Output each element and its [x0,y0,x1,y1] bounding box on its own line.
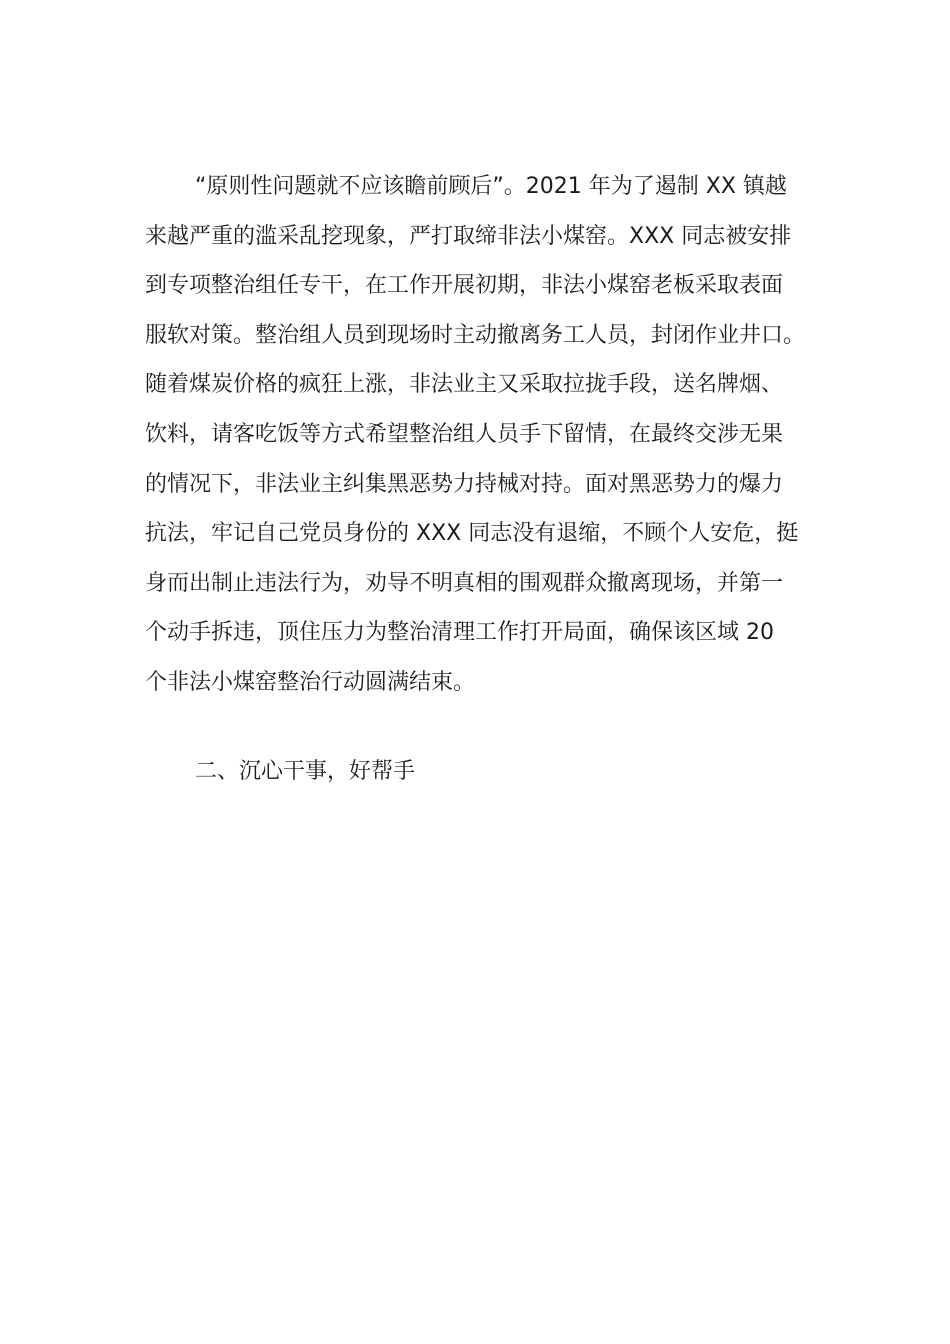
paragraph-line: 抗法，牢记自己党员身份的 XXX 同志没有退缩，不顾个人安危，挺 [145,521,799,547]
paragraph-line: “原则性问题就不应该瞻前顾后”。2021 年为了遏制 XX 镇越 [195,174,787,199]
paragraph-line: 服软对策。整治组人员到现场时主动撤离务工人员，封闭作业井口。 [145,322,806,348]
paragraph-line: 来越严重的滥采乱挖现象，严打取缔非法小煤窑。XXX 同志被安排 [145,223,792,249]
paragraph-line: 到专项整治组任专干，在工作开展初期，非法小煤窑老板采取表面 [145,273,784,299]
section-heading: 二、沉心干事，好帮手 [195,759,416,784]
paragraph-line: 饮料，请客吃饭等方式希望整治组人员手下留情，在最终交涉无果 [145,421,784,447]
paragraph-line: 身而出制止违法行为，劝导不明真相的围观群众撤离现场，并第一 [145,570,784,596]
paragraph-line: 个非法小煤窑整治行动圆满结束。 [145,669,476,695]
paragraph-line: 个动手拆违，顶住压力为整治清理工作打开局面，确保该区域 20 [145,620,774,646]
paragraph-line: 随着煤炭价格的疯狂上涨，非法业主又采取拉拢手段，送名牌烟、 [145,372,784,398]
paragraph-line: 的情况下，非法业主纠集黑恶势力持械对持。面对黑恶势力的爆力 [145,471,784,497]
body-paragraph [145,166,810,712]
